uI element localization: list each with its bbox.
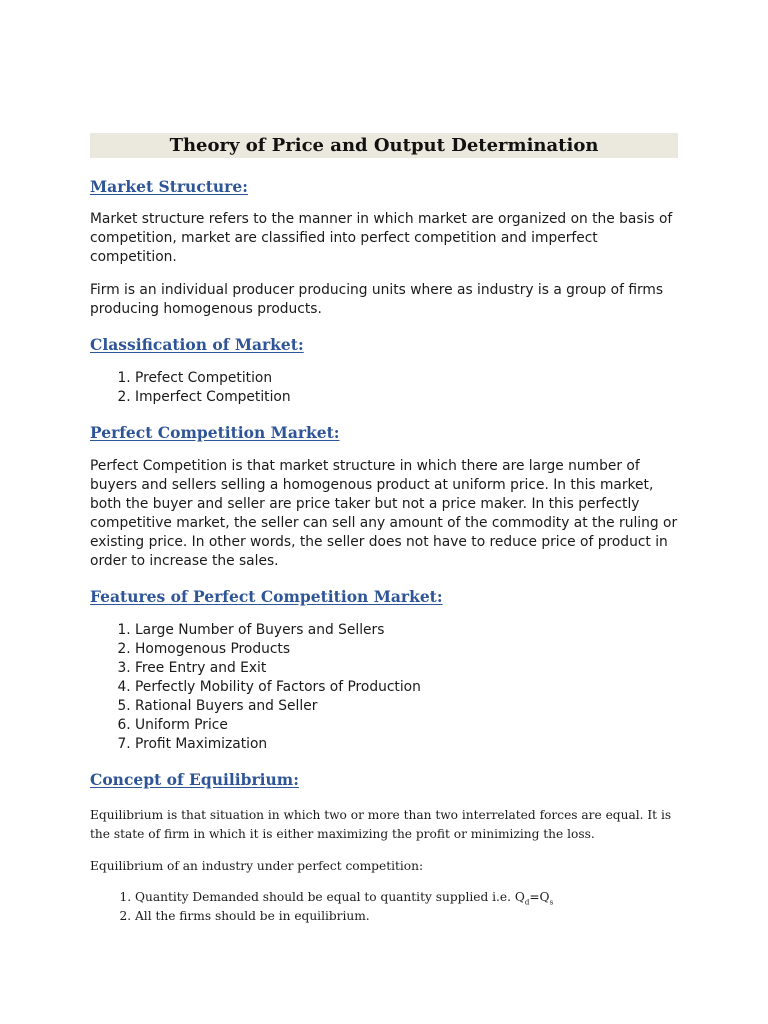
features-list xyxy=(90,621,723,754)
heading-classification-of-market: Classification of Market: xyxy=(90,335,304,354)
list-item: 1. Large Number of Buyers and Sellers xyxy=(135,621,723,640)
list-item: 5. Rational Buyers and Seller xyxy=(135,697,723,716)
list-item: 6. Uniform Price xyxy=(135,716,723,735)
equilibrium-conditions-list xyxy=(90,888,678,925)
heading-features-of-perfect-competition: Features of Perfect Competition Market: xyxy=(90,587,443,606)
list-item xyxy=(135,888,678,907)
equilibrium-section xyxy=(90,806,678,843)
equilibrium-paragraph-1: Equilibrium is that situation in which two or more than two interrelated forces are equal. It is the state of firm in which it is either maximizing the profit or minimizing the loss. xyxy=(90,808,672,841)
condition-text: Quantity Demanded should be equal to quantity supplied i.e. Q xyxy=(135,890,525,904)
list-item: 7. Profit Maximization xyxy=(135,735,723,754)
condition-equals: =Q xyxy=(529,890,550,904)
list-item: 3. Free Entry and Exit xyxy=(135,659,723,678)
market-structure-paragraph-1: Market structure refers to the manner in which market are organized on the basis of competition, market are classified into perfect competition and imperfect competition. xyxy=(90,211,673,265)
equilibrium-industry-section xyxy=(90,857,678,876)
list-item: 2. All the firms should be in equilibrium. xyxy=(135,907,678,926)
heading-market-structure: Market Structure: xyxy=(90,177,248,196)
document-title: Theory of Price and Output Determination xyxy=(90,133,678,158)
market-structure-paragraph-2: Firm is an individual producer producing units where as industry is a group of firms producing homogenous products. xyxy=(90,282,664,317)
list-item: 1. Prefect Competition xyxy=(135,369,723,388)
equilibrium-conditions xyxy=(90,888,678,925)
equilibrium-paragraph-2: Equilibrium of an industry under perfect competition: xyxy=(90,859,424,873)
list-item: 2. Imperfect Competition xyxy=(135,388,723,407)
perfect-competition-paragraph: Perfect Competition is that market structure in which there are large number of buyers and sellers selling a homogenous product at uniform price. In this market, both the buyer and seller are price taker but not a price maker. In this perfectly competitive market, the seller can sell any amount of the commodity at the ruling or existing price. In other words, the seller does not have to reduce price of product in order to increase the sales. xyxy=(90,458,678,569)
list-item: 2. Homogenous Products xyxy=(135,640,723,659)
subscript-s: s xyxy=(549,898,554,907)
list-item: 4. Perfectly Mobility of Factors of Production xyxy=(135,678,723,697)
classification-list xyxy=(90,369,723,407)
heading-perfect-competition-market: Perfect Competition Market: xyxy=(90,423,340,442)
subscript-d: d xyxy=(524,898,530,907)
heading-concept-of-equilibrium: Concept of Equilibrium: xyxy=(90,770,299,789)
